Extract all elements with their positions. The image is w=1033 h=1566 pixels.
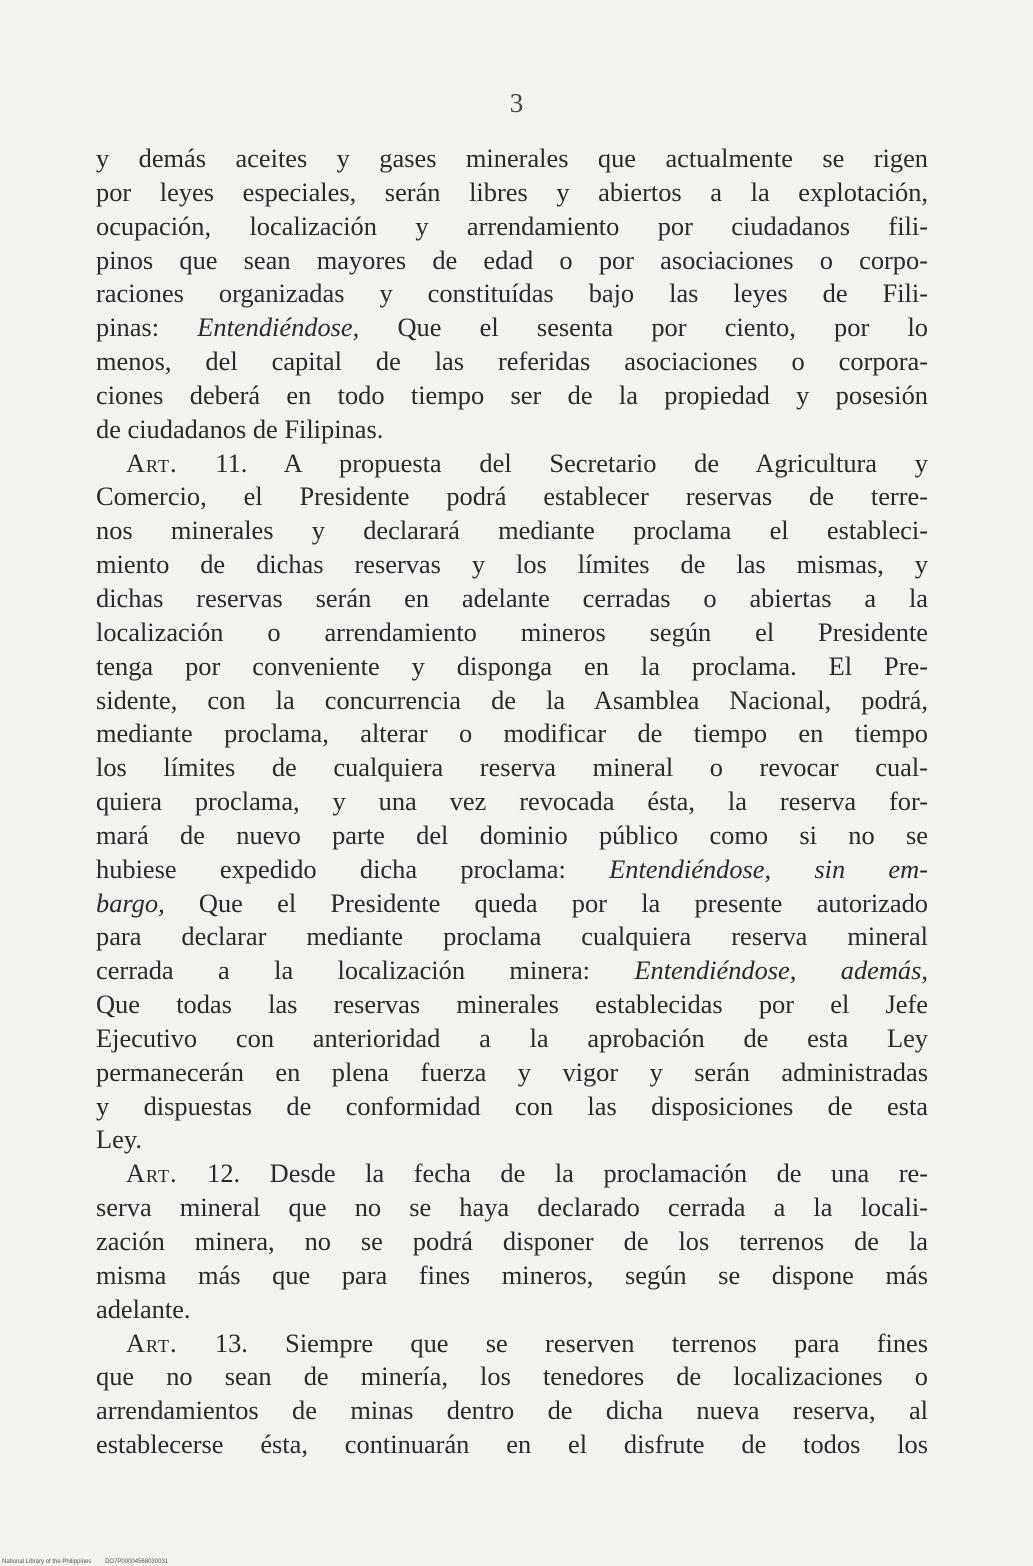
italic-proviso: Entendiéndose, sin em- [609, 853, 928, 884]
article-label: Art. [126, 447, 178, 478]
text-line: y demás aceites y gases minerales que actualmente se rigen [96, 143, 928, 173]
text-line: mediante proclama, alterar o modificar de tiempo en tiempo [96, 718, 928, 749]
text-line: que no sean de minería, los tenedores de localizaciones o [96, 1361, 928, 1392]
article-12-heading-line [96, 1157, 928, 1191]
page-number: 3 [509, 88, 524, 118]
text-line: Ley. [96, 1124, 142, 1155]
text-line: Comercio, el Presidente podrá establecer reservas de terre- [96, 481, 928, 512]
text-line: raciones organizadas y constituídas bajo las leyes de Fili- [96, 278, 928, 309]
text-line: localización o arrendamiento mineros según el Presidente [96, 616, 928, 647]
text-line: adelante. [96, 1293, 191, 1324]
text-line: arrendamientos de minas dentro de dicha nueva reserva, al [96, 1395, 928, 1426]
article-label: Art. [126, 1158, 178, 1189]
text-segment: Que el sesenta por ciento, por lo [359, 312, 928, 343]
text-segment: Que el Presidente queda por la presente autorizado [164, 887, 928, 918]
text-line: sidente, con la concurrencia de la Asamblea Nacional, podrá, [96, 684, 928, 715]
article-label: Art. [126, 1327, 178, 1358]
text-line: de ciudadanos de Filipinas. [96, 413, 384, 444]
footer-library: National Library of the Philippines [2, 1559, 92, 1565]
article-11-heading-line [96, 447, 928, 481]
text-segment: 12. Desde la fecha de la proclamación de una re- [177, 1158, 928, 1189]
text-line: menos, del capital de las referidas asociaciones o corpora- [96, 346, 928, 377]
text-line: por leyes especiales, serán libres y abiertos a la explotación, [96, 176, 928, 207]
text-line: Ejecutivo con anterioridad a la aprobación de esta Ley [96, 1022, 928, 1053]
text-line: mará de nuevo parte del dominio público como si no se [96, 819, 928, 850]
footer-code: DO7P00004568030031 [105, 1559, 169, 1565]
text-segment: cerrada a la localización minera: [96, 955, 635, 986]
text-line: ciones deberá en todo tiempo ser de la propiedad y posesión [96, 379, 928, 410]
text-line: zación minera, no se podrá disponer de los terrenos de la [96, 1226, 928, 1256]
text-line: quiera proclama, y una vez revocada ésta, la reserva for- [96, 786, 928, 817]
text-line: para declarar mediante proclama cualquiera reserva mineral [96, 921, 928, 952]
article-13-heading-line [96, 1327, 928, 1361]
text-line: misma más que para fines mineros, según se dispone más [96, 1259, 928, 1290]
text-line: ocupación, localización y arrendamiento por ciudadanos fili- [96, 210, 928, 241]
text-line: miento de dichas reservas y los límites de las mismas, y [96, 549, 928, 580]
text-line [96, 853, 928, 887]
text-line [96, 954, 928, 988]
document-body [96, 142, 928, 1462]
italic-proviso: Entendiéndose, [197, 312, 360, 343]
text-line: serva mineral que no se haya declarado cerrada a la locali- [96, 1192, 928, 1223]
text-line: establecerse ésta, continuarán en el disfrute de todos los [96, 1429, 928, 1460]
italic-proviso: bargo, [96, 887, 165, 918]
text-segment: 11. A propuesta del Secretario de Agricultura y [177, 447, 928, 478]
text-line [96, 887, 928, 921]
text-segment: hubiese expedido dicha proclama: [96, 853, 610, 884]
text-line: tenga por conveniente y disponga en la proclama. El Pre- [96, 650, 928, 681]
italic-proviso: Entendiéndose, además, [634, 955, 928, 986]
text-segment: pinas: [96, 312, 198, 343]
text-line: Que todas las reservas minerales establecidas por el Jefe [96, 989, 928, 1020]
text-line: permanecerán en plena fuerza y vigor y serán administradas [96, 1056, 928, 1087]
text-line [96, 311, 928, 345]
text-line: y dispuestas de conformidad con las disposiciones de esta [96, 1090, 928, 1121]
text-line: nos minerales y declarará mediante proclama el estableci- [96, 515, 928, 546]
text-segment: 13. Siempre que se reserven terrenos para fines [177, 1327, 928, 1358]
text-line: los límites de cualquiera reserva mineral o revocar cual- [96, 752, 928, 783]
scan-footer [2, 1559, 168, 1565]
text-line: pinos que sean mayores de edad o por asociaciones o corpo- [96, 244, 928, 275]
text-line: dichas reservas serán en adelante cerradas o abiertas a la [96, 582, 928, 613]
